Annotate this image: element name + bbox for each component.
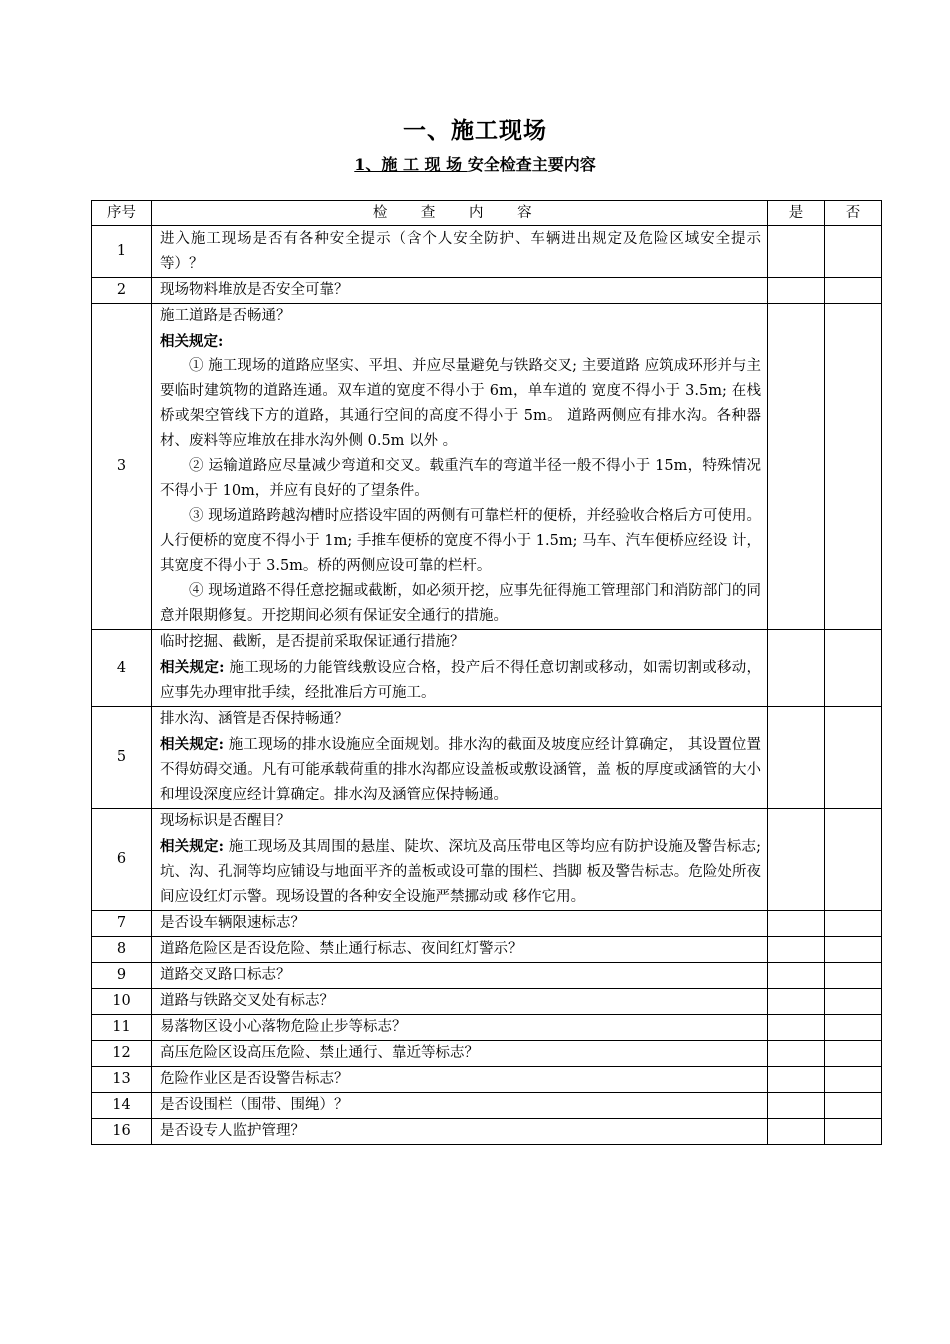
table-row: [92, 226, 882, 278]
table-row: [92, 707, 882, 809]
checklist-table: [91, 200, 882, 1145]
row-number: 11: [92, 1015, 152, 1041]
row-content: [152, 809, 768, 911]
table-row: [92, 963, 882, 989]
row-number: 16: [92, 1119, 152, 1145]
subtitle-underlined: 1、施 工 现 场: [354, 155, 468, 174]
rule-text: 施工现场的排水设施应全面规划。排水沟的截面及坡度应经计算确定， 其设置位置不得妨碍交通。凡有可能承载荷重的排水沟都应设盖板或敷设涵管，盖 板的厚度或涵管的大小和埋设深度应经计算确定。排水沟及涵管应保持畅通。: [160, 737, 762, 803]
row-number: 4: [92, 630, 152, 707]
row-number: 10: [92, 989, 152, 1015]
row-number: 8: [92, 937, 152, 963]
header-number: 序号: [92, 201, 152, 226]
yes-cell[interactable]: [768, 278, 825, 304]
row-number: 14: [92, 1093, 152, 1119]
row-question: 施工道路是否畅通？: [160, 308, 291, 324]
header-yes: 是: [768, 201, 825, 226]
row-content: [152, 304, 768, 630]
table-row: [92, 1067, 882, 1093]
no-cell[interactable]: [825, 1015, 882, 1041]
row-number: 6: [92, 809, 152, 911]
table-row: [92, 630, 882, 707]
row-question: 是否设专人监护管理？: [152, 1119, 768, 1145]
table-row: [92, 1093, 882, 1119]
row-number: 9: [92, 963, 152, 989]
row-question: 危险作业区是否设警告标志？: [152, 1067, 768, 1093]
no-cell[interactable]: [825, 278, 882, 304]
yes-cell[interactable]: [768, 630, 825, 707]
table-row: [92, 1041, 882, 1067]
row-number: 1: [92, 226, 152, 278]
row-question: 进入施工现场是否有各种安全提示（含个人安全防护、车辆进出规定及危险区域安全提示等）？: [152, 226, 768, 278]
rule-paragraph: ① 施工现场的道路应坚实、平坦、并应尽量避免与铁路交叉; 主要道路 应筑成环形并与主要临时建筑物的道路连通。双车道的宽度不得小于 6m，单车道的 宽度不得小于 3.5m; 在栈桥或架空管线下方的道路，其通行空间的高度不得小于 5m。 道路两侧应有排水沟。各种器材、废料等应堆放在排水沟外侧 0.5m 以外 。: [160, 358, 761, 449]
no-cell[interactable]: [825, 1041, 882, 1067]
no-cell[interactable]: [825, 1093, 882, 1119]
no-cell[interactable]: [825, 304, 882, 630]
header-content: 检 查 内 容: [152, 201, 768, 226]
table-row: [92, 937, 882, 963]
no-cell[interactable]: [825, 226, 882, 278]
no-cell[interactable]: [825, 989, 882, 1015]
rules-label: 相关规定:: [160, 736, 224, 753]
no-cell[interactable]: [825, 630, 882, 707]
row-question: 道路危险区是否设危险、禁止通行标志、夜间红灯警示？: [152, 937, 768, 963]
table-row: [92, 278, 882, 304]
rule-text: 施工现场及其周围的悬崖、陡坎、深坑及高压带电区等均应有防护设施及警告标志; 坑、沟、孔洞等均应铺设与地面平齐的盖板或设可靠的围栏、挡脚 板及警告标志。危险处所夜间应设红灯示警。现场设置的各种安全设施严禁挪动或 移作它用。: [160, 839, 761, 905]
header-no: 否: [825, 201, 882, 226]
yes-cell[interactable]: [768, 707, 825, 809]
yes-cell[interactable]: [768, 989, 825, 1015]
no-cell[interactable]: [825, 911, 882, 937]
table-row: [92, 911, 882, 937]
no-cell[interactable]: [825, 707, 882, 809]
table-row: [92, 1119, 882, 1145]
yes-cell[interactable]: [768, 809, 825, 911]
row-number: 5: [92, 707, 152, 809]
yes-cell[interactable]: [768, 911, 825, 937]
row-number: 13: [92, 1067, 152, 1093]
yes-cell[interactable]: [768, 1015, 825, 1041]
row-question: 是否设围栏（围带、围绳）？: [152, 1093, 768, 1119]
no-cell[interactable]: [825, 809, 882, 911]
row-question: 道路交叉路口标志？: [152, 963, 768, 989]
table-row: [92, 1015, 882, 1041]
yes-cell[interactable]: [768, 937, 825, 963]
row-question: 易落物区设小心落物危险止步等标志？: [152, 1015, 768, 1041]
section-subtitle: [0, 152, 950, 175]
row-question: 排水沟、涵管是否保持畅通？: [160, 711, 349, 727]
row-question: 现场物料堆放是否安全可靠？: [152, 278, 768, 304]
table-row: [92, 809, 882, 911]
rule-paragraph: ② 运输道路应尽量减少弯道和交叉。载重汽车的弯道半径一般不得小于 15m，特殊情况不得小于 10m，并应有良好的了望条件。: [160, 458, 761, 499]
row-number: 2: [92, 278, 152, 304]
row-question: 道路与铁路交叉处有标志？: [152, 989, 768, 1015]
rule-paragraph: ④ 现场道路不得任意挖掘或截断，如必须开挖，应事先征得施工管理部门和消防部门的同意并限期修复。开挖期间必须有保证安全通行的措施。: [160, 583, 761, 624]
yes-cell[interactable]: [768, 304, 825, 630]
row-content: [152, 707, 768, 809]
no-cell[interactable]: [825, 963, 882, 989]
no-cell[interactable]: [825, 1067, 882, 1093]
yes-cell[interactable]: [768, 1093, 825, 1119]
yes-cell[interactable]: [768, 963, 825, 989]
row-number: 7: [92, 911, 152, 937]
row-question: 高压危险区设高压危险、禁止通行、靠近等标志？: [152, 1041, 768, 1067]
subtitle-rest: 安全检查主要内容: [467, 155, 596, 174]
table-row: [92, 304, 882, 630]
yes-cell[interactable]: [768, 1067, 825, 1093]
yes-cell[interactable]: [768, 226, 825, 278]
yes-cell[interactable]: [768, 1041, 825, 1067]
no-cell[interactable]: [825, 937, 882, 963]
table-header-row: [92, 201, 882, 226]
page-title: 一、施工现场: [403, 117, 547, 144]
rules-label: 相关规定:: [160, 659, 225, 676]
rule-text: 施工现场的力能管线敷设应合格，投产后不得任意切割或移动，如需切割或移动，应事先办理审批手续，经批准后方可施工。: [160, 660, 762, 701]
row-question: 是否设车辆限速标志？: [152, 911, 768, 937]
rules-label: 相关规定:: [160, 838, 224, 855]
row-number: 12: [92, 1041, 152, 1067]
row-content: [152, 630, 768, 707]
table-row: [92, 989, 882, 1015]
yes-cell[interactable]: [768, 1119, 825, 1145]
rule-paragraph: ③ 现场道路跨越沟槽时应搭设牢固的两侧有可靠栏杆的便桥，并经验收合格后方可使用。人行便桥的宽度不得小于 1m; 手推车便桥的宽度不得小于 1.5m; 马车、汽车便桥应经设 计，其宽度不得小于 3.5m。桥的两侧应设可靠的栏杆。: [160, 508, 761, 574]
row-question: 现场标识是否醒目？: [160, 813, 291, 829]
no-cell[interactable]: [825, 1119, 882, 1145]
row-number: 3: [92, 304, 152, 630]
rules-label: 相关规定:: [160, 333, 224, 350]
row-question: 临时挖掘、截断，是否提前采取保证通行措施？: [160, 634, 465, 650]
